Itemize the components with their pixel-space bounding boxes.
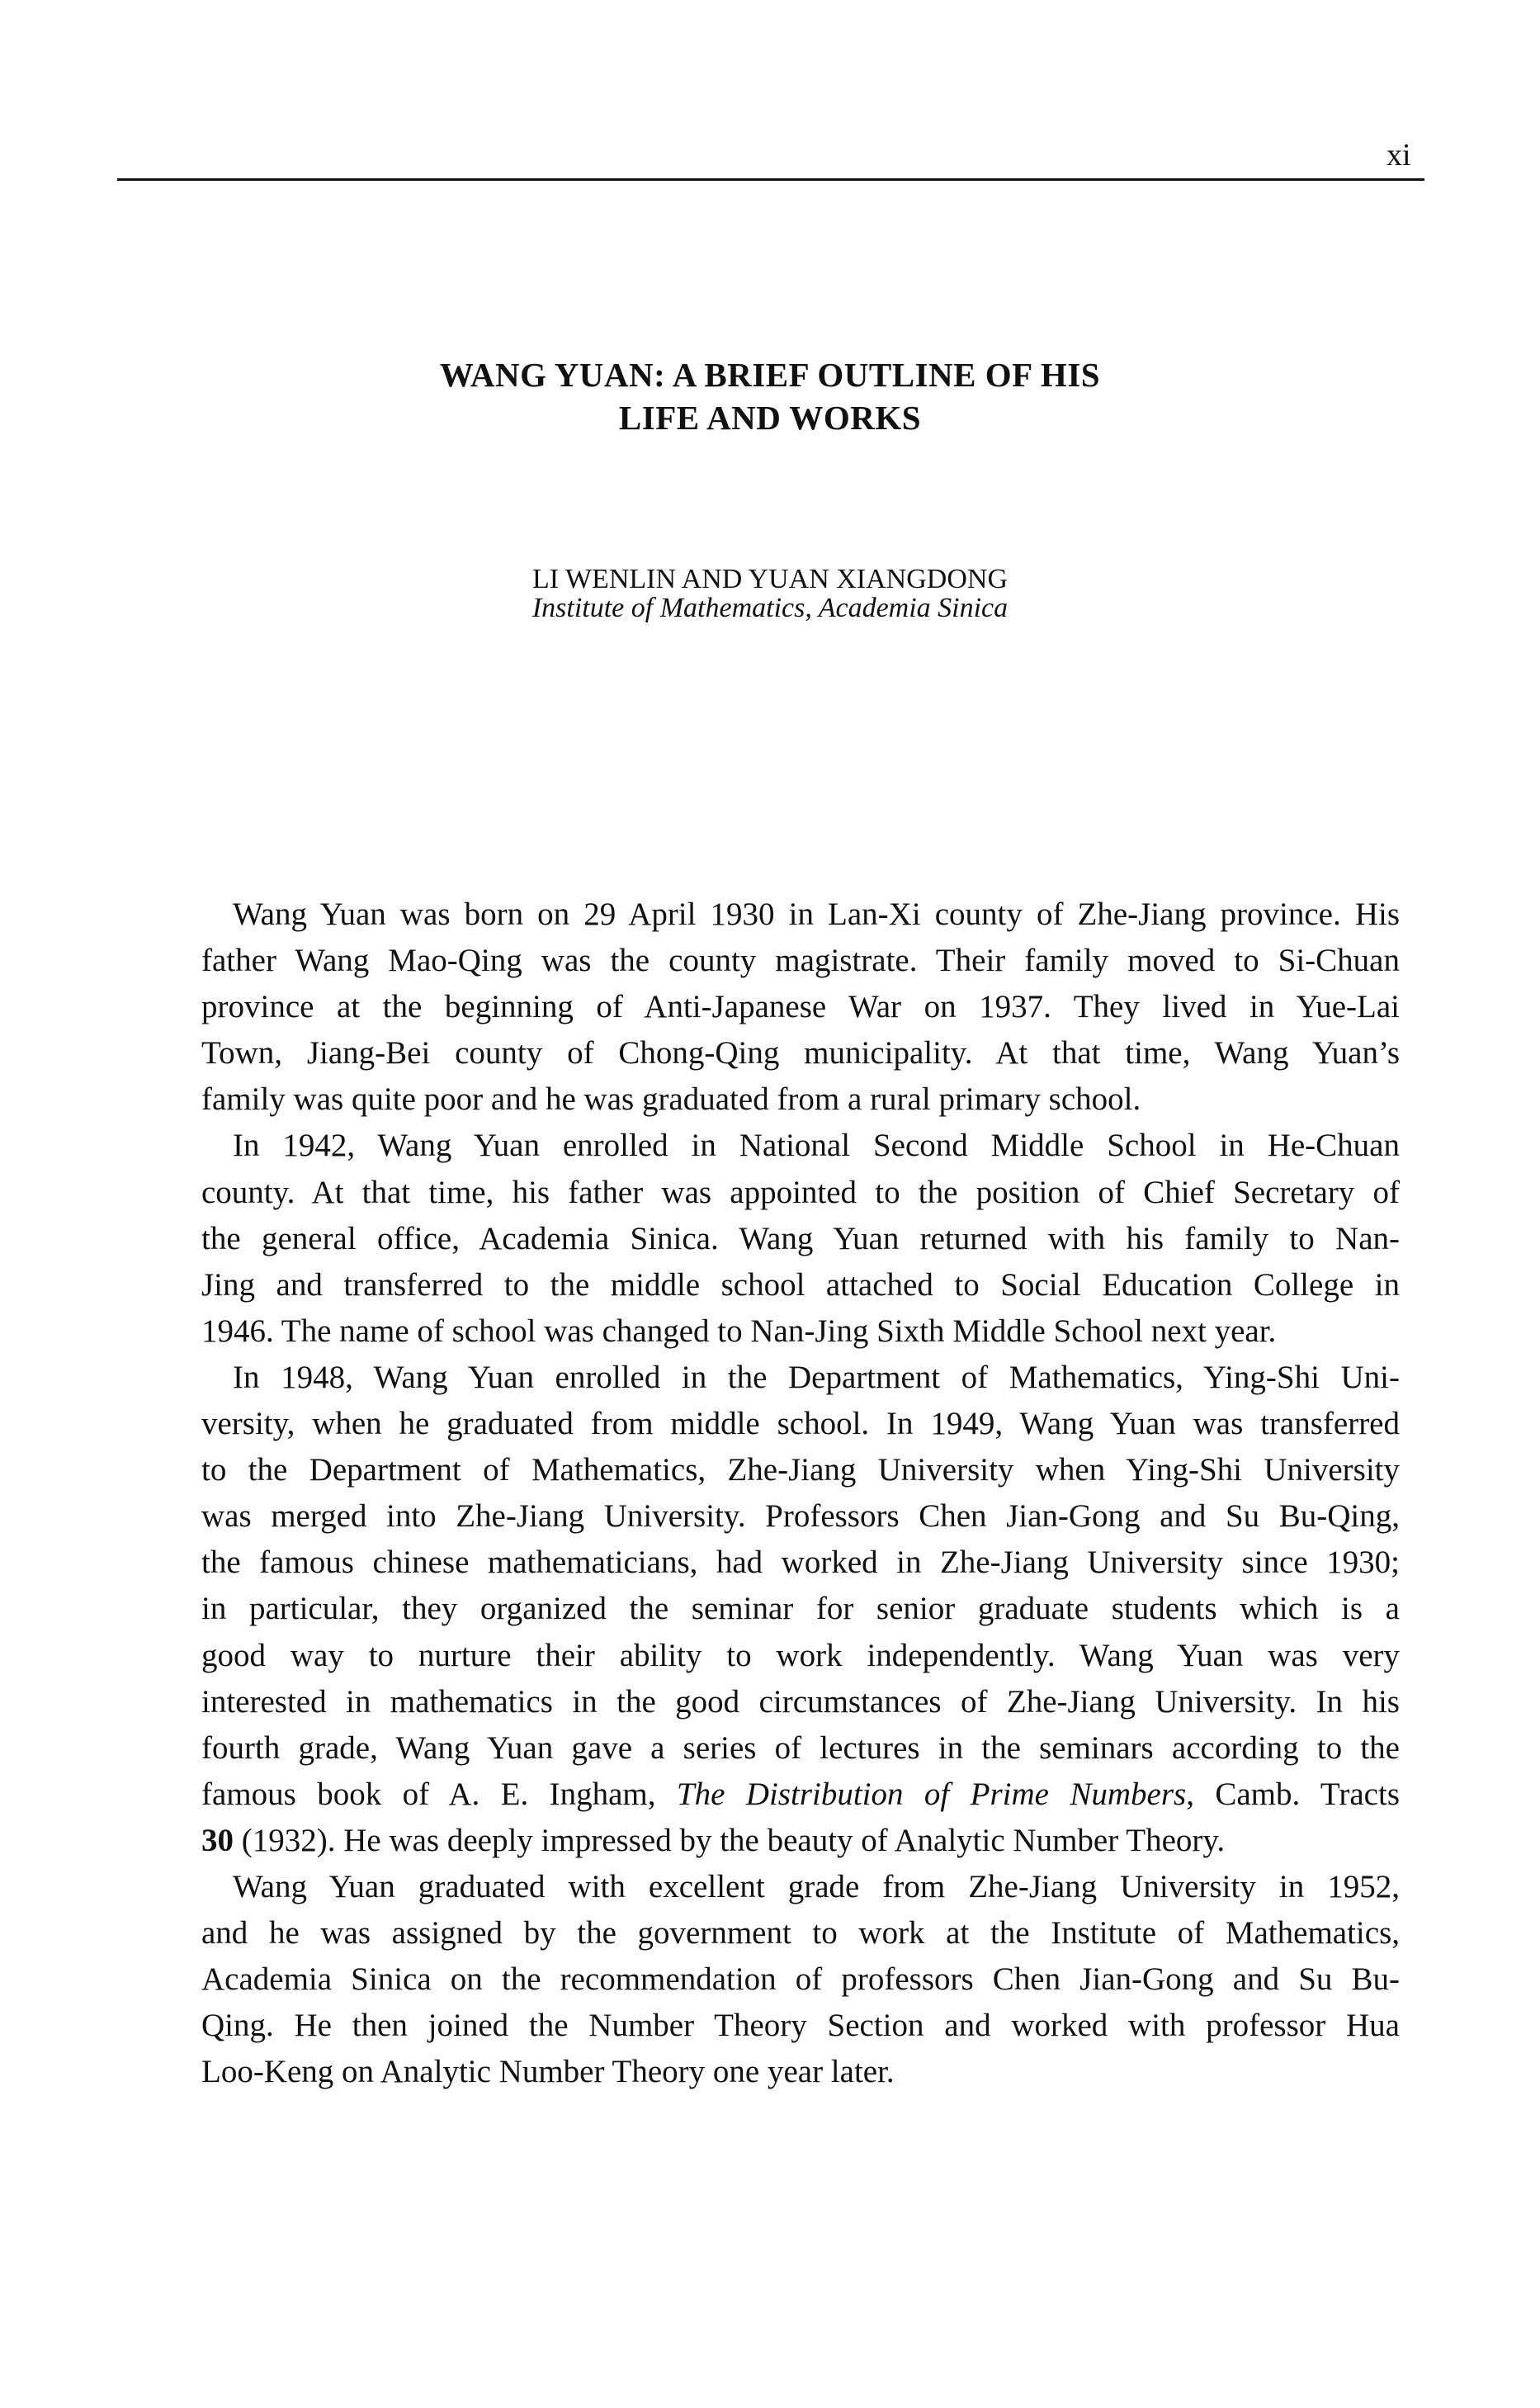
authors: LI WENLIN AND YUAN XIANGDONG (531, 564, 1009, 594)
text-line: interested in mathematics in the good circumstances of Zhe-Jiang University. In his (201, 1683, 1400, 1720)
article-title (0, 353, 1540, 439)
text-line: Wang Yuan graduated with excellent grade from Zhe-Jiang University in 1952, (233, 1868, 1400, 1904)
text-line: Jing and transferred to the middle school attached to Social Education College in (201, 1266, 1400, 1303)
text-line: to the Department of Mathematics, Zhe-Jiang University when Ying-Shi University (201, 1452, 1400, 1488)
text-line: Loo-Keng on Analytic Number Theory one year later. (201, 2054, 895, 2090)
text-line: In 1942, Wang Yuan enrolled in National Second Middle School in He-Chuan (233, 1128, 1400, 1164)
bold-text: 30 (201, 1822, 234, 1858)
text-line: family was quite poor and he was graduated from a rural primary school. (201, 1081, 1141, 1118)
article-body (201, 892, 1400, 2095)
text-line: the famous chinese mathematicians, had worked in Zhe-Jiang University since 1930; (201, 1545, 1400, 1581)
text-line: in particular, they organized the seminar for senior graduate students which is a (201, 1591, 1400, 1627)
text-line: Qing. He then joined the Number Theory Section and worked with professor Hua (201, 2008, 1400, 2044)
text-line: fourth grade, Wang Yuan gave a series of lectures in the seminars according to the (201, 1729, 1400, 1766)
text-line: the general office, Academia Sinica. Wang Yuan returned with his family to Nan- (201, 1220, 1400, 1256)
text-line: Town, Jiang-Bei county of Chong-Qing municipality. At that time, Wang Yuan’s (201, 1035, 1400, 1072)
text-segment: famous book of A. E. Ingham, (201, 1776, 677, 1812)
title-line-2: LIFE AND WORKS (618, 399, 922, 437)
paragraph (201, 1864, 1400, 2095)
text-line: province at the beginning of Anti-Japanese War on 1937. They lived in Yue-Lai (201, 989, 1400, 1025)
italic-text: The Distribution of Prime Numbers (676, 1776, 1187, 1812)
paragraph (201, 1355, 1400, 1864)
paragraph (201, 892, 1400, 1123)
text-line: 1946. The name of school was changed to Nan-Jing Sixth Middle School next year. (201, 1313, 1277, 1349)
text-line: father Wang Mao-Qing was the county magistrate. Their family moved to Si-Chuan (201, 943, 1400, 979)
affiliation: Institute of Mathematics, Academia Sinica (531, 593, 1009, 623)
header-rule (117, 178, 1424, 181)
text-segment: , Camb. Tracts (1186, 1776, 1401, 1812)
paragraph (201, 1123, 1400, 1354)
text-line: Wang Yuan was born on 29 April 1930 in Lan-Xi county of Zhe-Jiang province. His (233, 896, 1400, 932)
text-line: good way to nurture their ability to work independently. Wang Yuan was very (201, 1637, 1400, 1673)
text-line: Academia Sinica on the recommendation of professors Chen Jian-Gong and Su Bu- (201, 1961, 1400, 1998)
text-line: county. At that time, his father was appointed to the position of Chief Secretary of (201, 1174, 1400, 1210)
text-line (201, 1772, 1400, 1818)
text-line: versity, when he graduated from middle school. In 1949, Wang Yuan was transferred (201, 1406, 1400, 1442)
text-line: and he was assigned by the government to work at the Institute of Mathematics, (201, 1915, 1400, 1951)
text-line: was merged into Zhe-Jiang University. Professors Chen Jian-Gong and Su Bu-Qing, (201, 1498, 1400, 1535)
text-segment: (1932). He was deeply impressed by the beauty of Analytic Number Theory. (234, 1822, 1226, 1858)
page-number: xi (1386, 138, 1411, 173)
title-line-1: WANG YUAN: A BRIEF OUTLINE OF HIS (439, 356, 1101, 394)
text-line (201, 1818, 1400, 1864)
text-line: In 1948, Wang Yuan enrolled in the Department of Mathematics, Ying-Shi Uni- (233, 1359, 1400, 1395)
